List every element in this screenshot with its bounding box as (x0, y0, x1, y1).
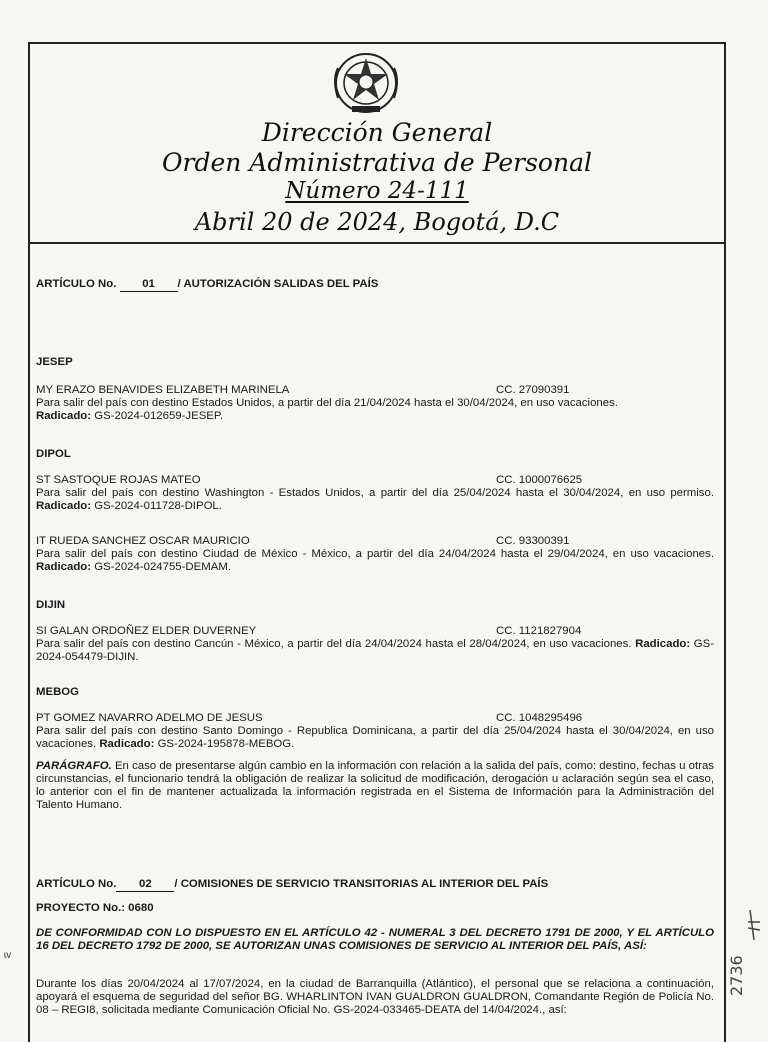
person-entry (36, 625, 714, 664)
paragrafo (36, 760, 714, 812)
folio-number-text: 2736 (727, 955, 746, 996)
articulo-1-heading (36, 278, 714, 292)
radicado-value: GS-2024-054479-DIJIN. (36, 638, 715, 663)
radicado-label: Radicado: (36, 500, 92, 512)
person-text: Para salir del país con destino Washington - Estados Unidos, a partir del día 25/04/2024 hasta el 30/04/2024, en uso permiso. (36, 487, 714, 499)
police-emblem-icon (328, 50, 404, 116)
person-name: SI GALAN ORDOÑEZ ELDER DUVERNEY (36, 625, 257, 637)
person-name: PT GOMEZ NAVARRO ADELMO DE JESUS (36, 712, 263, 724)
person-cc: CC. 27090391 (496, 384, 570, 396)
person-text: Para salir del país con destino Ciudad de México - México, a partir del día 24/04/2024 hasta el 29/04/2024, en uso vacaciones. (36, 548, 714, 560)
articulo-number: 02 (116, 878, 174, 892)
unit-heading: DIJIN (36, 599, 66, 611)
handwritten-folio-number (727, 900, 764, 1000)
person-name: IT RUEDA SANCHEZ OSCAR MAURICIO (36, 535, 250, 547)
conformidad-text: DE CONFORMIDAD CON LO DISPUESTO EN EL ARTÍCULO 42 - NUMERAL 3 DEL DECRETO 1791 DE 2000, Y EL ARTÍCULO 16 DEL DECRETO 1792 DE 2000, SE AUTORIZAN UNAS COMISIONES DE SERVICIO AL INTERIOR DEL PAÍS, ASÍ: (36, 927, 714, 952)
person-cc: CC. 1000076625 (496, 474, 583, 486)
person-text: Para salir del país con destino Estados Unidos, a partir del día 21/04/2024 hasta el 30/04/2024, en uso vacaciones. (36, 397, 618, 409)
articulo-2-heading (36, 878, 714, 892)
radicado-label: Radicado: (635, 638, 691, 650)
person-entry (36, 474, 714, 513)
radicado-label: Radicado: (99, 738, 155, 750)
articulo-number: 01 (120, 278, 178, 292)
articulo-prefix: ARTÍCULO No. (36, 878, 117, 890)
unit-heading: MEBOG (36, 686, 80, 698)
person-entry (36, 712, 714, 751)
paragrafo-text: En caso de presentarse algún cambio en la información con relación a la salida del país, como: destino, fechas u otras circunstancias, el funcionario tendrá la obligación de realizar la solicitud de modificación, derogación u aclaración según sea el caso, lo anterior con el fin de mantener actualizada la información registrada en el Sistema de Información para la Administración del Talento Humano. (36, 760, 714, 811)
radicado-label: Radicado: (36, 561, 92, 573)
document-header (30, 44, 724, 244)
person-entry (36, 384, 714, 423)
document-page (28, 42, 726, 1042)
person-entry (36, 535, 714, 574)
durante-text: Durante los días 20/04/2024 al 17/07/2024, en la ciudad de Barranquilla (Atlántico), el personal que se relaciona a continuación, apoyará el esquema de seguridad del señor BG. WHARLINTON IVAN GUALDRON GUALDRON, Comandante Región de Policía No. 08 – REGI8, solicitada mediante Comunicación Oficial No. GS-2024-033465-DEATA del 14/04/2024., así: (36, 978, 714, 1016)
person-cc: CC. 1121827904 (496, 625, 582, 637)
person-text: Para salir del país con destino Cancún - México, a partir del día 24/04/2024 hasta el 28/04/2024, en uso vacaciones. (36, 638, 632, 650)
radicado-value: GS-2024-024755-DEMAM. (94, 561, 231, 573)
person-name: ST SASTOQUE ROJAS MATEO (36, 474, 201, 486)
unit-heading: DIPOL (36, 448, 71, 460)
radicado-label: Radicado: (36, 410, 92, 422)
person-cc: CC. 93300391 (496, 535, 570, 547)
order-number: Número 24-111 (285, 178, 469, 204)
margin-mark: ɩv (4, 950, 12, 961)
articulo-prefix: ARTÍCULO No. (36, 278, 117, 290)
unit-heading: JESEP (36, 356, 73, 368)
header-line-direccion: Dirección General (261, 118, 493, 147)
radicado-value: GS-2024-011728-DIPOL. (94, 500, 222, 512)
proyecto-number: PROYECTO No.: 0680 (36, 902, 154, 914)
header-line-numero (30, 178, 724, 204)
radicado-value: GS-2024-195878-MEBOG. (157, 738, 295, 750)
articulo-title: / AUTORIZACIÓN SALIDAS DEL PAÍS (177, 278, 379, 290)
paragrafo-label: PARÁGRAFO. (36, 760, 112, 772)
articulo-title: / COMISIONES DE SERVICIO TRANSITORIAS AL INTERIOR DEL PAÍS (174, 878, 549, 890)
radicado-value: GS-2024-012659-JESEP. (94, 410, 224, 422)
header-line-orden: Orden Administrativa de Personal (162, 148, 592, 177)
header-line-fecha: Abril 20 de 2024, Bogotá, D.C (194, 208, 560, 236)
person-cc: CC. 1048295496 (496, 712, 583, 724)
person-name: MY ERAZO BENAVIDES ELIZABETH MARINELA (36, 384, 290, 396)
person-text: Para salir del país con destino Santo Domingo - Republica Dominicana, a partir del día 25/04/2024 hasta el 30/04/2024, en uso vacaciones. (36, 725, 714, 750)
